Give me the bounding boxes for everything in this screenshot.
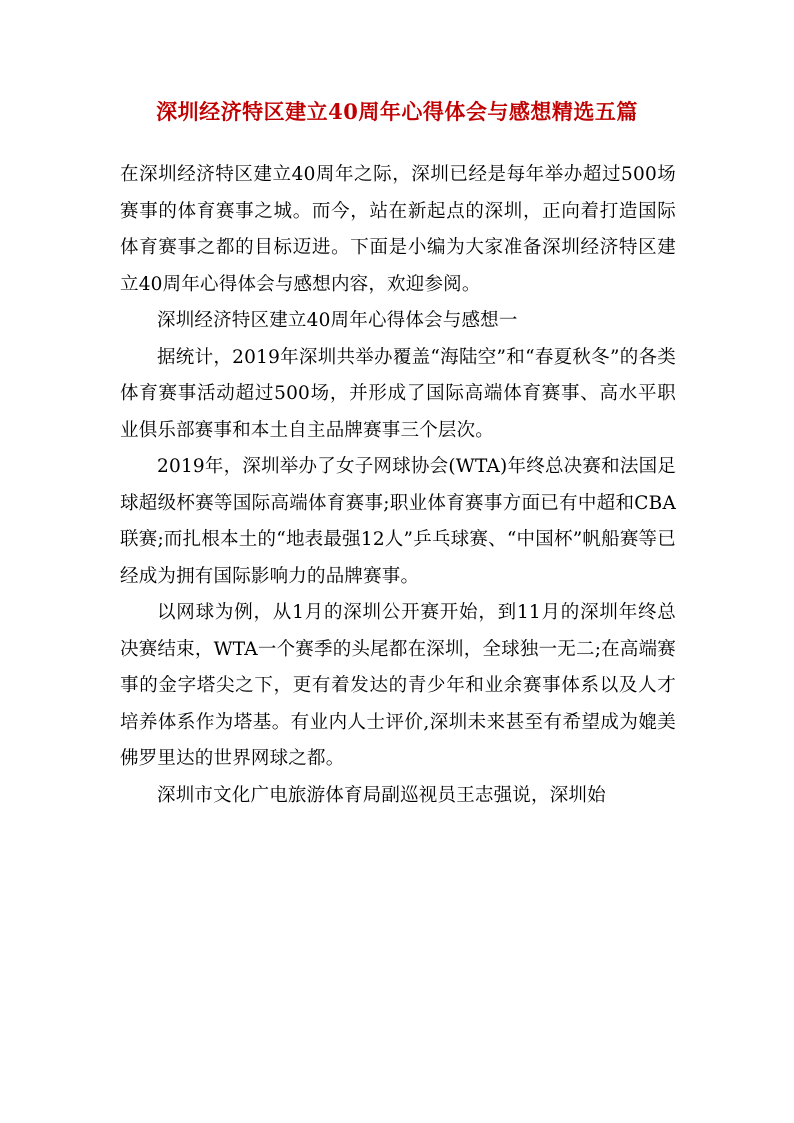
document-body — [120, 157, 676, 814]
intro-paragraph: 在深圳经济特区建立40周年之际，深圳已经是每年举办超过500场赛事的体育赛事之城。而今，站在新起点的深圳，正向着打造国际体育赛事之都的目标迈进。下面是小编为大家准备深圳经济特区建立40周年心得体会与感想内容，欢迎参阅。 — [120, 164, 676, 295]
document-title: 深圳经济特区建立40周年心得体会与感想精选五篇 — [156, 99, 638, 124]
body-paragraph: 2019年，深圳举办了女子网球协会(WTA)年终总决赛和法国足球超级杯赛等国际高端体育赛事;职业体育赛事方面已有中超和CBA联赛;而扎根本土的“地表最强12人”乒乓球赛、“中国杯”帆船赛等已经成为拥有国际影响力的品牌赛事。 — [120, 456, 676, 587]
body-paragraph: 以网球为例，从1月的深圳公开赛开始，到11月的深圳年终总决赛结束，WTA一个赛季的头尾都在深圳，全球独一无二;在高端赛事的金字塔尖之下，更有着发达的青少年和业余赛事体系以及人才培养体系作为塔基。有业内人士评价,深圳未来甚至有希望成为媲美佛罗里达的世界网球之都。 — [120, 602, 676, 769]
body-paragraph: 深圳市文化广电旅游体育局副巡视员王志强说，深圳始 — [157, 784, 606, 806]
section-heading: 深圳经济特区建立40周年心得体会与感想一 — [157, 310, 518, 331]
body-paragraph: 据统计，2019年深圳共举办覆盖“海陆空”和“春夏秋冬”的各类体育赛事活动超过500场，并形成了国际高端体育赛事、高水平职业俱乐部赛事和本土自主品牌赛事三个层次。 — [120, 346, 676, 441]
